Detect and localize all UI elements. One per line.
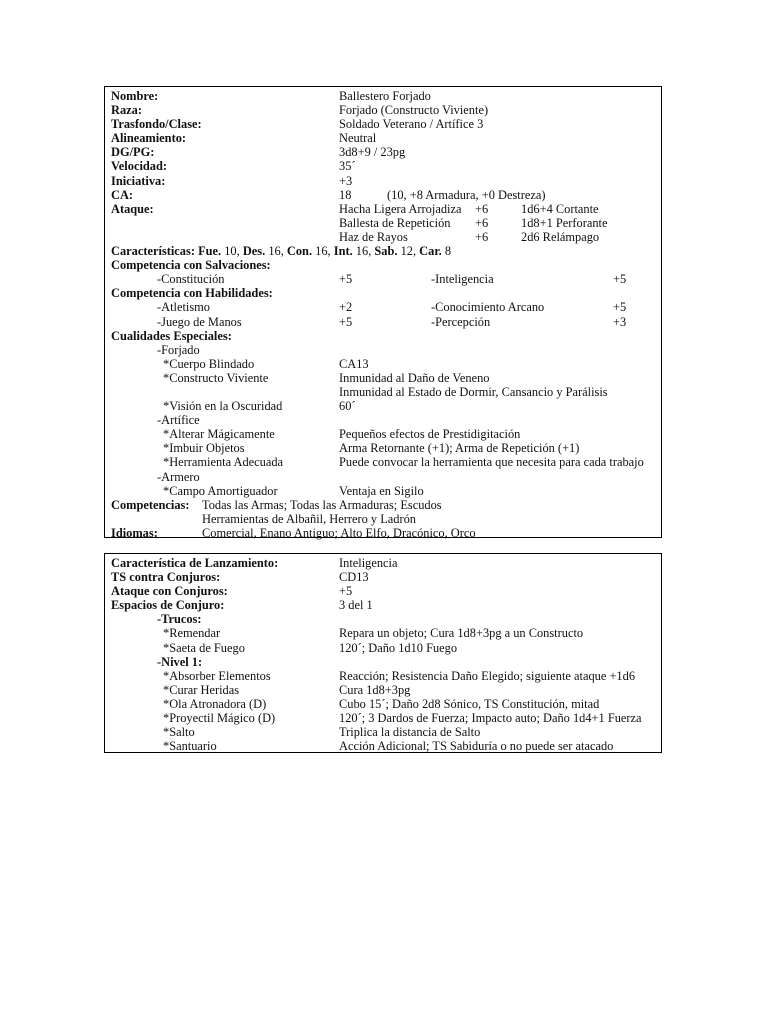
trait-name: *Visión en la Oscuridad — [163, 399, 283, 414]
trait-name: *Constructo Viviente — [163, 370, 269, 385]
label-cualidades: Cualidades Especiales: — [111, 328, 232, 343]
spell-name: *Absorber Elementos — [163, 668, 271, 683]
row-nombre — [111, 89, 661, 103]
spell-name: *Saeta de Fuego — [163, 640, 245, 655]
languages-value: Comercial, Enano Antiguo; Alto Elfo, Dracónico, Orco — [202, 525, 476, 540]
value-trasfondo: Soldado Veterano / Artífice 3 — [339, 117, 484, 132]
label-idiomas: Idiomas: — [111, 525, 158, 540]
attack-damage: 1d6+4 Cortante — [521, 201, 599, 216]
trait-row — [111, 484, 661, 498]
row-trasfondo — [111, 117, 661, 131]
spell-description: Acción Adicional; TS Sabiduría o no puede ser atacado — [339, 739, 614, 754]
row-caracteristica-lanzamiento — [111, 556, 661, 570]
proficiencies-row — [111, 498, 661, 512]
value-nombre: Ballestero Forjado — [339, 89, 431, 103]
label-ataque-conjuros: Ataque con Conjuros: — [111, 584, 228, 599]
row-dgpg — [111, 145, 661, 159]
ability-abbr: Car. — [419, 244, 442, 259]
label-caracteristicas: Características: — [111, 244, 195, 259]
spells-list — [111, 612, 661, 753]
row-ataque-conjuros — [111, 584, 661, 598]
ability-abbr: Des. — [242, 244, 266, 259]
trait-description: CA13 — [339, 356, 369, 371]
proficiencies-line: Todas las Armas; Todas las Armaduras; Escudos — [202, 497, 442, 512]
trait-group: -Artífice — [157, 413, 200, 428]
spell-description: Triplica la distancia de Salto — [339, 725, 481, 740]
proficiencies-line: Herramientas de Albañil, Herrero y Ladrón — [202, 511, 416, 526]
skill-name: -Conocimiento Arcano — [431, 300, 545, 315]
row-espacios-conjuro — [111, 598, 661, 612]
trait-description: Arma Retornante (+1); Arma de Repetición (+1) — [339, 441, 580, 456]
label-velocidad: Velocidad: — [111, 159, 167, 174]
trait-row — [111, 385, 661, 399]
attack-bonus: +6 — [475, 229, 489, 244]
spell-name: *Santuario — [163, 739, 217, 754]
spell-name: *Remendar — [163, 626, 221, 641]
ability-abbr: Int. — [333, 244, 353, 259]
attack-weapon: Haz de Rayos — [339, 229, 408, 244]
skill-value: +2 — [339, 300, 353, 315]
spell-description: Cura 1d8+3pg — [339, 682, 411, 697]
label-iniciativa: Iniciativa: — [111, 173, 166, 188]
label-trasfondo: Trasfondo/Clase: — [111, 117, 202, 132]
skill-name: -Atletismo — [157, 300, 210, 315]
detail-ca: (10, +8 Armadura, +0 Destreza) — [387, 187, 546, 202]
trait-row — [111, 455, 661, 469]
trait-description: Inmunidad al Daño de Veneno — [339, 370, 490, 385]
character-stat-block — [104, 86, 662, 538]
spell-description: Repara un objeto; Cura 1d8+3pg a un Constructo — [339, 626, 584, 641]
ability-value: 16 — [315, 244, 328, 259]
attack-bonus: +6 — [475, 201, 489, 216]
label-alineamiento: Alineamiento: — [111, 131, 187, 146]
spell-row — [111, 683, 661, 697]
trait-description: Ventaja en Sigilo — [339, 483, 424, 498]
ability-abbr: Sab. — [374, 244, 398, 259]
label-competencias: Competencias: — [111, 497, 190, 512]
spellcasting-block — [104, 553, 662, 753]
attack-weapon: Ballesta de Repetición — [339, 215, 451, 230]
ability-scores: Características: Fue. 10, Des. 16, Con. 16, Int. 16, Sab. 12, Car. 8 — [111, 244, 452, 259]
trait-description: Inmunidad al Estado de Dormir, Cansancio y Parálisis — [339, 384, 608, 399]
trait-row — [111, 399, 661, 413]
trait-name: *Alterar Mágicamente — [163, 427, 275, 442]
spell-name: *Ola Atronadora (D) — [163, 696, 267, 711]
skill-row — [111, 300, 661, 314]
traits-header — [111, 329, 661, 343]
spell-description: 120´; 3 Dardos de Fuerza; Impacto auto; Daño 1d4+1 Fuerza — [339, 711, 642, 726]
spell-name: *Salto — [163, 725, 195, 740]
trait-group: -Armero — [157, 469, 200, 484]
skill-row — [111, 315, 661, 329]
value-caracteristica-lanzamiento: Inteligencia — [339, 556, 398, 570]
spell-row — [111, 612, 661, 626]
value-ca: 18 — [339, 187, 352, 202]
row-iniciativa — [111, 174, 661, 188]
attack-damage: 2d6 Relámpago — [521, 229, 600, 244]
skill-value: +5 — [339, 314, 353, 329]
attack-bonus: +6 — [475, 215, 489, 230]
spell-description: Cubo 15´; Daño 2d8 Sónico, TS Constitución, mitad — [339, 696, 600, 711]
ability-abbr: Con. — [286, 244, 313, 259]
row-ts-conjuros — [111, 570, 661, 584]
traits-list — [111, 343, 661, 498]
attack-row — [111, 202, 661, 216]
skills-header — [111, 286, 661, 300]
value-ataque-conjuros: +5 — [339, 584, 353, 599]
trait-description: 60´ — [339, 399, 356, 414]
row-alineamiento — [111, 131, 661, 145]
attack-weapon: Hacha Ligera Arrojadiza — [339, 201, 462, 216]
label-nombre: Nombre: — [111, 89, 159, 103]
value-dgpg: 3d8+9 / 23pg — [339, 145, 406, 160]
trait-row — [111, 441, 661, 455]
spell-group: -Trucos: — [157, 612, 202, 627]
label-raza: Raza: — [111, 103, 142, 118]
trait-row — [111, 427, 661, 441]
label-dgpg: DG/PG: — [111, 145, 155, 160]
spell-row — [111, 655, 661, 669]
value-velocidad: 35´ — [339, 159, 356, 174]
spell-row — [111, 626, 661, 640]
spell-row — [111, 739, 661, 753]
skill-name: -Juego de Manos — [157, 314, 242, 329]
label-ca: CA: — [111, 187, 134, 202]
ability-value: 16 — [268, 244, 281, 259]
ability-value: 10 — [224, 244, 237, 259]
spell-row — [111, 725, 661, 739]
trait-row — [111, 357, 661, 371]
trait-row — [111, 343, 661, 357]
save-name: -Inteligencia — [431, 272, 494, 287]
ability-scores-row — [111, 244, 661, 258]
ability-abbr: Fue. — [198, 244, 222, 259]
value-ts-conjuros: CD13 — [339, 570, 369, 585]
trait-name: *Campo Amortiguador — [163, 483, 278, 498]
label-espacios-conjuro: Espacios de Conjuro: — [111, 598, 225, 613]
save-name: -Constitución — [157, 272, 225, 287]
spell-row — [111, 697, 661, 711]
trait-description: Pequeños efectos de Prestidigitación — [339, 427, 521, 442]
row-velocidad — [111, 159, 661, 173]
ability-value: 16 — [355, 244, 369, 259]
label-caracteristica-lanzamiento: Característica de Lanzamiento: — [111, 556, 279, 570]
row-raza — [111, 103, 661, 117]
save-value: +5 — [613, 272, 627, 287]
languages-row — [111, 526, 661, 540]
spell-row — [111, 669, 661, 683]
ability-value: 8 — [444, 244, 452, 259]
skill-value: +5 — [613, 300, 627, 315]
spell-row — [111, 711, 661, 725]
trait-row — [111, 413, 661, 427]
label-salvaciones: Competencia con Salvaciones: — [111, 258, 271, 273]
trait-group: -Forjado — [157, 342, 200, 357]
skill-value: +3 — [613, 314, 627, 329]
skill-name: -Percepción — [431, 314, 491, 329]
spell-row — [111, 641, 661, 655]
spell-group: -Nivel 1: — [157, 654, 203, 669]
row-ca — [111, 188, 661, 202]
attack-row — [111, 216, 661, 230]
saves-header — [111, 258, 661, 272]
proficiencies-row — [111, 512, 661, 526]
value-raza: Forjado (Constructo Viviente) — [339, 103, 489, 118]
trait-row — [111, 470, 661, 484]
attack-damage: 1d8+1 Perforante — [521, 215, 608, 230]
spell-description: 120´; Daño 1d10 Fuego — [339, 640, 458, 655]
value-alineamiento: Neutral — [339, 131, 377, 146]
save-value: +5 — [339, 272, 353, 287]
trait-row — [111, 371, 661, 385]
ability-value: 12 — [400, 244, 413, 259]
trait-description: Puede convocar la herramienta que necesita para cada trabajo — [339, 455, 644, 470]
attack-row — [111, 230, 661, 244]
trait-name: *Cuerpo Blindado — [163, 356, 255, 371]
label-ts-conjuros: TS contra Conjuros: — [111, 570, 221, 585]
spell-name: *Proyectil Mágico (D) — [163, 711, 276, 726]
trait-name: *Herramienta Adecuada — [163, 455, 284, 470]
label-habilidades: Competencia con Habilidades: — [111, 286, 273, 301]
trait-name: *Imbuir Objetos — [163, 441, 245, 456]
label-ataque: Ataque: — [111, 201, 154, 216]
spell-name: *Curar Heridas — [163, 682, 240, 697]
value-iniciativa: +3 — [339, 173, 353, 188]
value-espacios-conjuro: 3 del 1 — [339, 598, 373, 613]
save-row — [111, 272, 661, 286]
spell-description: Reacción; Resistencia Daño Elegido; siguiente ataque +1d6 — [339, 668, 636, 683]
